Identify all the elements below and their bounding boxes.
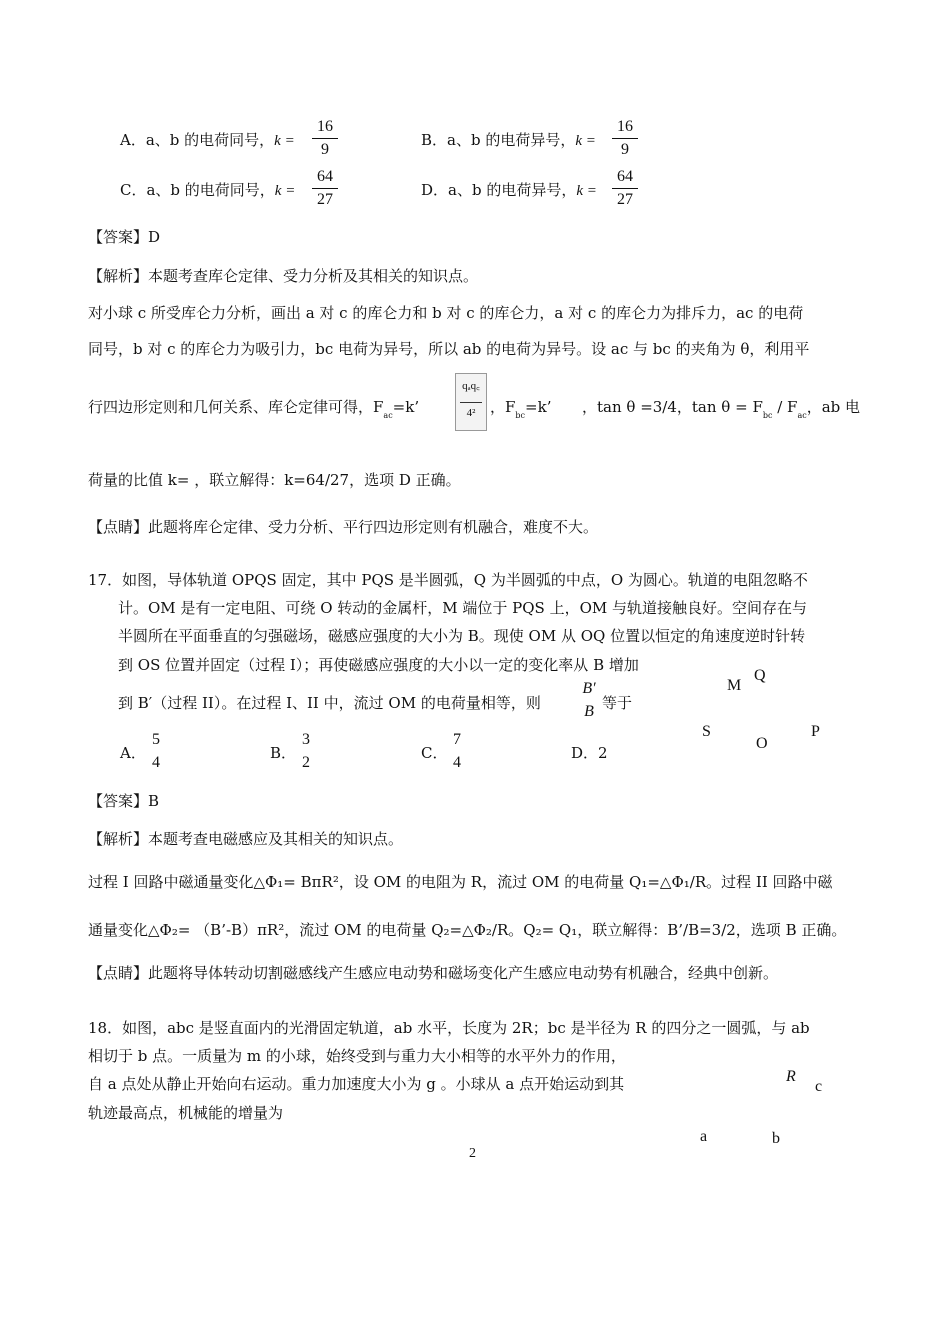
- q16-option-b: B．a、b 的电荷异号，k =: [421, 131, 596, 149]
- q17-option-d: D．2: [571, 744, 608, 762]
- coulomb-formula-image: qₐq꜀ 4²: [455, 373, 487, 431]
- q16-fraction-c: 64 27: [312, 167, 338, 210]
- q16-analysis-line: 对小球 c 所受库仑力分析，画出 a 对 c 的库仑力和 b 对 c 的库仑力，a 对 c 的库仑力为排斥力，ac 的电荷: [88, 304, 804, 322]
- figure-label-c: c: [815, 1078, 823, 1095]
- q18-stem-line: 18．如图，abc 是竖直面内的光滑固定轨道，ab 水平，长度为 2R；bc 是半径为 R 的四分之一圆弧，与 ab: [88, 1019, 810, 1037]
- q16-option-d: D．a、b 的电荷异号，k =: [421, 181, 597, 199]
- q17-answer: 【答案】B: [88, 792, 160, 810]
- q16-analysis-tan: ，tan θ =3/4，$\tan \theta = F_{bc} / F_{ac}$，ab 电: [582, 398, 861, 420]
- q16-fraction-b: 16 9: [612, 117, 638, 160]
- q16-analysis-line: 同号，b 对 c 的库仑力为吸引力，bc 电荷为异号，所以 ab 的电荷为异号。设 ac 与 bc 的夹角为 θ，利用平: [88, 340, 810, 358]
- figure-label-s: S: [702, 723, 711, 740]
- q16-analysis-heading: 【解析】本题考查库仑定律、受力分析及其相关的知识点。: [88, 267, 479, 285]
- q16-comment: 【点睛】此题将库仑定律、受力分析、平行四边形定则有机融合，难度不大。: [88, 518, 599, 536]
- q18-stem-line: 相切于 b 点。一质量为 m 的小球，始终受到与重力大小相等的水平外力的作用，: [88, 1047, 626, 1065]
- q16-option-a: A．a、b 的电荷同号，k =: [120, 131, 295, 149]
- q17-option-b: B．: [270, 744, 297, 762]
- q17-stem-line: 到 B′（过程 II）。在过程 I、II 中，流过 OM 的电荷量相等，则: [118, 694, 541, 712]
- q16-answer: 【答案】D: [88, 228, 161, 246]
- q17-stem-line: 17．如图，导体轨道 OPQS 固定，其中 PQS 是半圆弧，Q 为半圆弧的中点，O 为圆心。轨道的电阻忽略不: [88, 571, 808, 589]
- q17-stem-line: 到 OS 位置并固定（过程 I）；再使磁感应强度的大小以一定的变化率从 B 增加: [118, 656, 639, 674]
- q18-stem-line: 自 a 点处从静止开始向右运动。重力加速度大小为 g 。小球从 a 点开始运动到其: [88, 1075, 625, 1093]
- figure-label-p: P: [811, 723, 820, 740]
- q16-fraction-a: 16 9: [312, 117, 338, 160]
- page-number: 2: [469, 1146, 476, 1161]
- q17-fraction-c: 7 4: [453, 731, 461, 771]
- figure-label-q: Q: [754, 667, 766, 684]
- q17-comment: 【点睛】此题将导体转动切割磁感线产生感应电动势和磁场变化产生感应电动势有机融合，经典中创新。: [88, 964, 779, 982]
- q17-option-c: C．: [421, 744, 448, 762]
- q17-fraction-a: 5 4: [152, 731, 160, 771]
- q17-stem-end: 等于: [602, 694, 633, 712]
- q17-stem-line: 计。OM 是有一定电阻、可绕 O 转动的金属杆，M 端位于 PQS 上，OM 与轨道接触良好。空间存在与: [118, 599, 808, 617]
- q17-analysis-heading: 【解析】本题考查电磁感应及其相关的知识点。: [88, 830, 404, 848]
- q17-analysis-line: 过程 I 回路中磁通量变化△Φ₁= BπR²，设 OM 的电阻为 R，流过 OM 的电荷量 Q₁=△Φ₁/R。过程 II 回路中磁: [88, 873, 833, 891]
- figure-label-m: M: [727, 677, 742, 694]
- figure-label-r: R: [786, 1068, 796, 1085]
- q18-stem-line: 轨迹最高点，机械能的增量为: [88, 1104, 284, 1122]
- q17-stem-line: 半圆所在平面垂直的匀强磁场，磁感应强度的大小为 B。现使 OM 从 OQ 位置以恒定的角速度逆时针转: [118, 627, 806, 645]
- q16-analysis-line: 荷量的比值 k= ，联立解得：k=64/27，选项 D 正确。: [88, 471, 461, 489]
- q17-option-a: A．: [120, 744, 146, 762]
- q16-fraction-d: 64 27: [612, 167, 638, 210]
- q17-fraction-b: 3 2: [302, 731, 310, 771]
- q17-ratio-fraction: B′ B: [582, 680, 596, 720]
- figure-label-b: b: [772, 1130, 780, 1147]
- q16-analysis-formula-cont: ，$F_{bc}=k$’: [490, 398, 552, 420]
- q17-analysis-line: 通量变化△Φ₂= （B’-B）πR²，流过 OM 的电荷量 Q₂=△Φ₂/R。Q₂= Q₁，联立解得：B’/B=3/2，选项 B 正确。: [88, 921, 847, 939]
- figure-label-a: a: [700, 1128, 708, 1145]
- figure-label-o: O: [756, 735, 768, 752]
- q16-analysis-formula-line: 行四边形定则和几何关系、库仑定律可得，$F_{ac}=k$’: [88, 398, 420, 420]
- q16-option-c: C．a、b 的电荷同号，k =: [120, 181, 296, 199]
